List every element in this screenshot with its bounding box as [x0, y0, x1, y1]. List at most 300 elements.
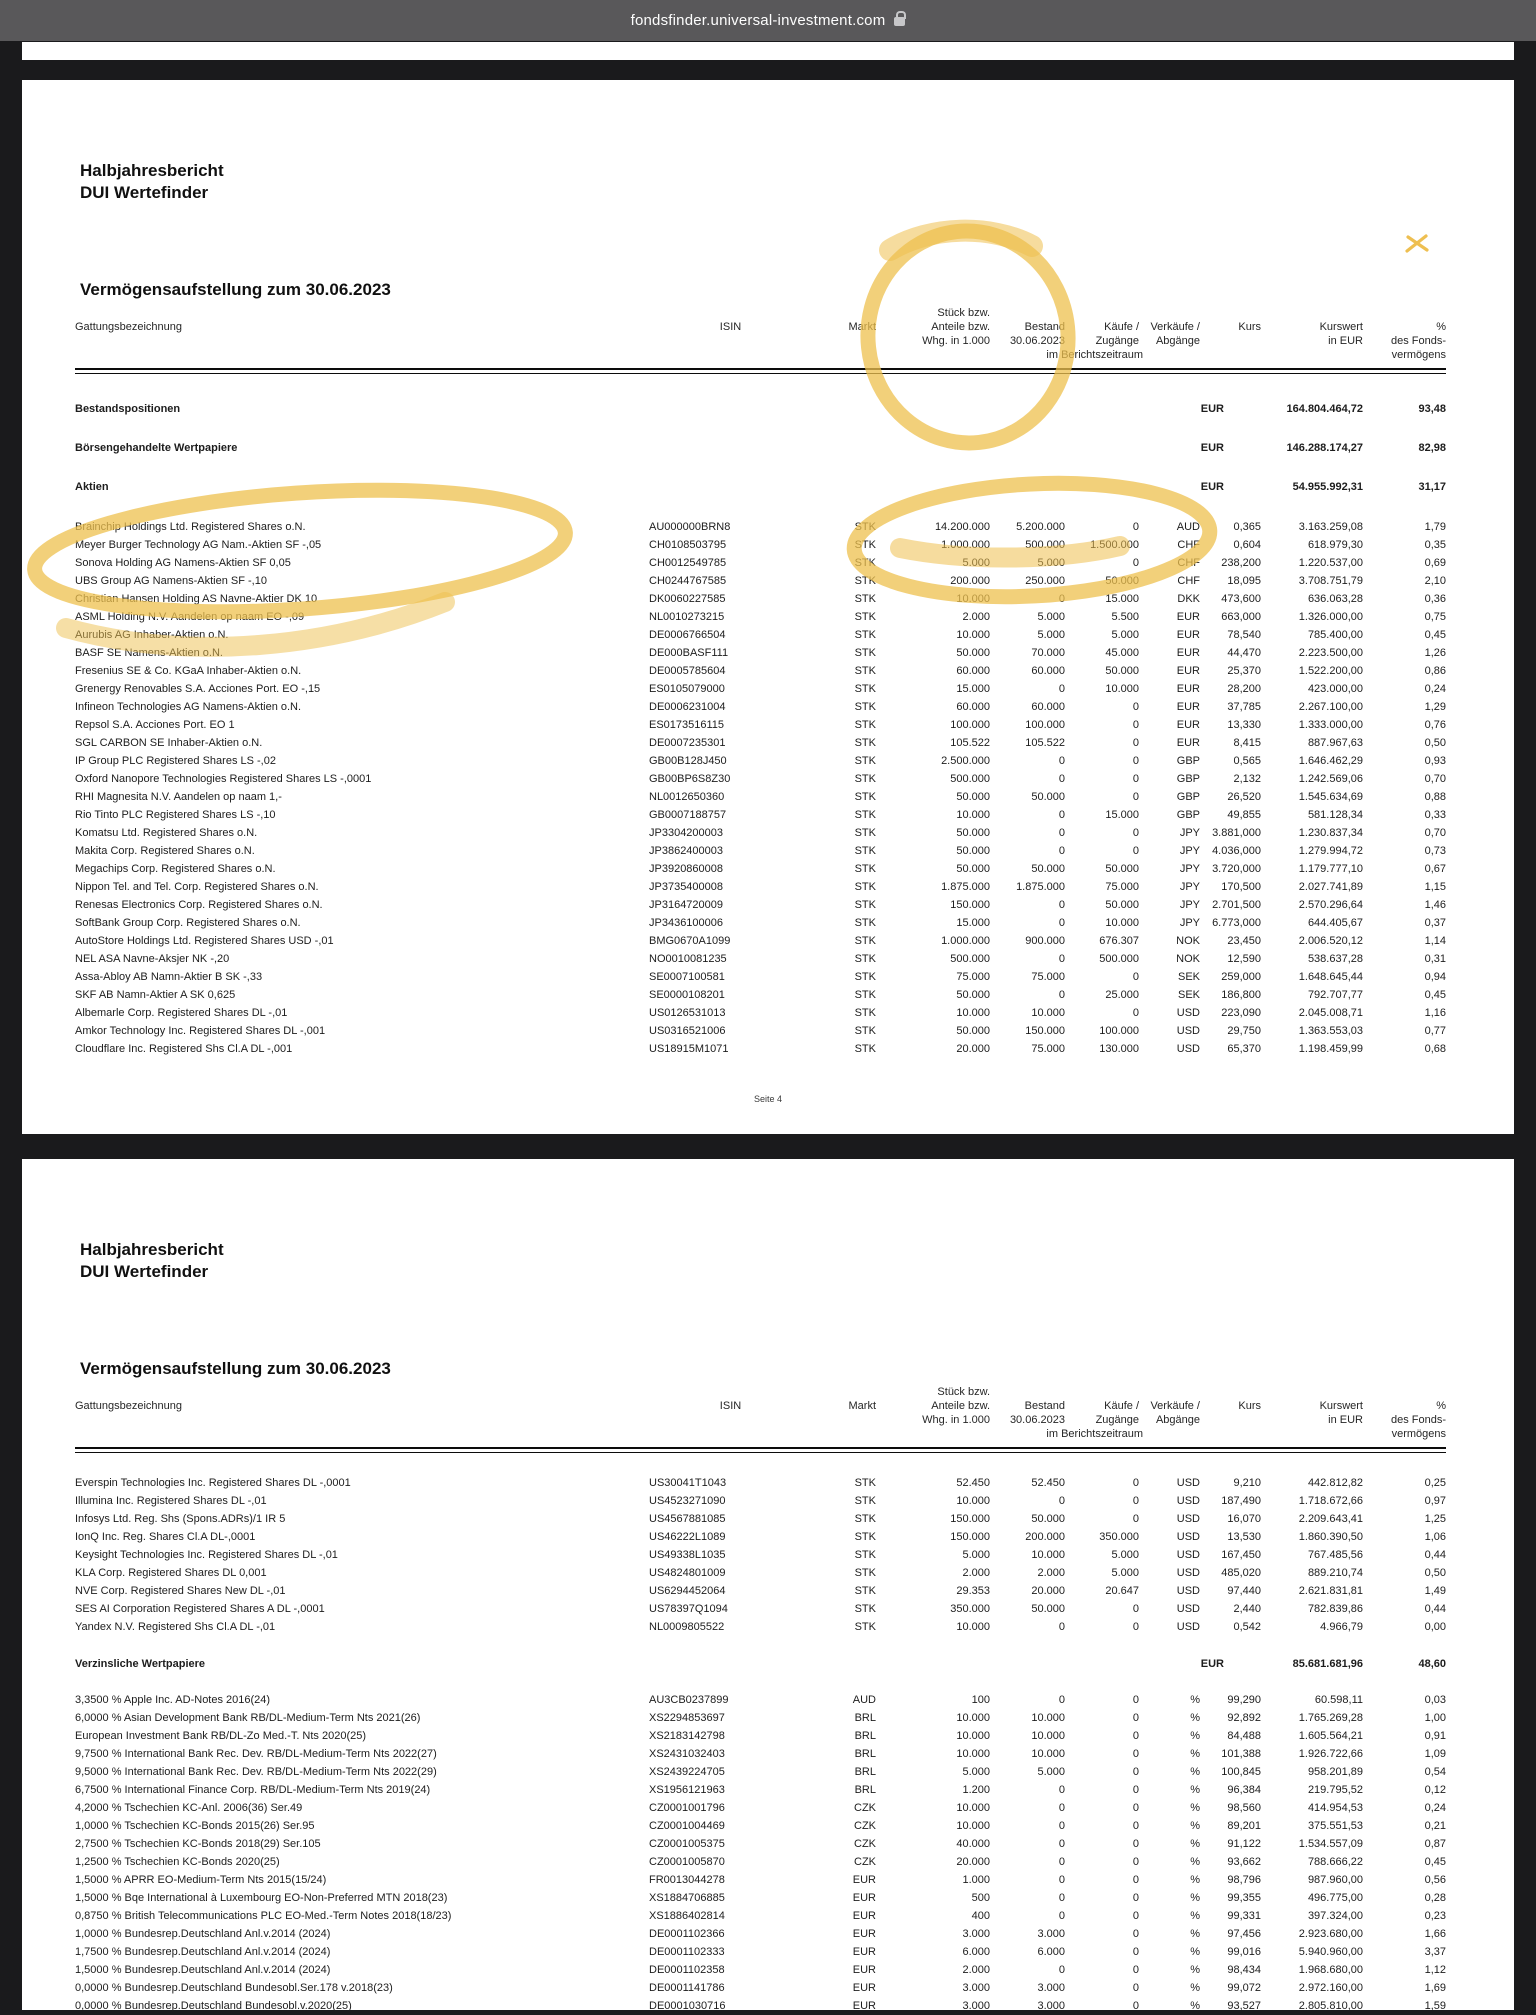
- security-row: [75, 914, 1446, 932]
- security-isin: XS2439224705: [649, 1766, 725, 1778]
- security-markt: STK: [854, 845, 876, 857]
- security-whg: %: [1190, 1694, 1200, 1706]
- security-kurs: 99,331: [1227, 1910, 1261, 1922]
- security-isin: XS2294853697: [649, 1712, 725, 1724]
- security-kurs: 89,201: [1227, 1820, 1261, 1832]
- security-kurs: 0,565: [1233, 755, 1261, 767]
- security-whg: GBP: [1176, 809, 1200, 821]
- security-markt: STK: [854, 521, 876, 533]
- section-pct: 48,60: [1418, 1658, 1446, 1670]
- security-kurs: 187,490: [1221, 1495, 1261, 1507]
- security-abgaenge: 50.000: [1105, 575, 1139, 587]
- security-zugaenge: 0: [1058, 1802, 1065, 1814]
- report-page-2: [22, 1159, 1514, 2010]
- security-row: [75, 878, 1446, 896]
- security-zugaenge: 70.000: [1031, 647, 1065, 659]
- security-name: UBS Group AG Namens-Aktien SF -,10: [75, 575, 267, 587]
- security-zugaenge: 0: [1058, 1621, 1065, 1633]
- security-isin: US0126531013: [649, 1007, 726, 1019]
- security-isin: US30041T1043: [649, 1477, 727, 1489]
- security-name: 4,2000 % Tschechien KC-Anl. 2006(36) Ser.49: [75, 1802, 303, 1814]
- security-name: 0,8750 % British Telecommunications PLC EO-Med.-Term Notes 2018(18/23): [75, 1910, 452, 1922]
- security-isin: DE000BASF111: [649, 647, 729, 659]
- security-zugaenge: 0: [1058, 683, 1065, 695]
- report-title-line2: DUI Wertefinder: [80, 183, 209, 202]
- security-abgaenge: 0: [1132, 1784, 1139, 1796]
- security-bestand: 1.000.000: [941, 935, 990, 947]
- security-row: [75, 824, 1446, 842]
- security-row: [75, 932, 1446, 950]
- security-markt: STK: [854, 593, 876, 605]
- security-name: Brainchip Holdings Ltd. Registered Shares o.N.: [75, 521, 306, 533]
- aktien-rows: [75, 518, 1446, 1058]
- section-kurswert: 54.955.992,31: [1292, 481, 1363, 493]
- security-kurs: 97,440: [1227, 1585, 1261, 1597]
- security-abgaenge: 10.000: [1105, 683, 1139, 695]
- security-kurswert: 1.968.680,00: [1298, 1964, 1363, 1976]
- col-stueck: Stück bzw. Anteile bzw. Whg. in 1.000: [922, 307, 990, 347]
- security-pct: 0,68: [1424, 1043, 1446, 1055]
- bond-row: [75, 1871, 1446, 1889]
- security-zugaenge: 250.000: [1025, 575, 1065, 587]
- section-pct: 82,98: [1418, 442, 1446, 454]
- security-zugaenge: 5.000: [1037, 557, 1065, 569]
- security-markt: STK: [854, 791, 876, 803]
- security-name: 1,5000 % APRR EO-Medium-Term Nts 2015(15/24): [75, 1874, 327, 1886]
- security-abgaenge: 0: [1132, 737, 1139, 749]
- security-kurs: 223,090: [1221, 1007, 1261, 1019]
- security-zugaenge: 105.522: [1025, 737, 1065, 749]
- security-kurs: 473,600: [1221, 593, 1261, 605]
- security-bestand: 400: [971, 1910, 990, 1922]
- security-zugaenge: 0: [1058, 1495, 1065, 1507]
- security-kurswert: 788.666,22: [1307, 1856, 1363, 1868]
- security-markt: BRL: [854, 1730, 876, 1742]
- col-gattungsbezeichnung: Gattungsbezeichnung: [75, 1400, 183, 1412]
- security-pct: 1,12: [1424, 1964, 1446, 1976]
- col-pct: % des Fonds- vermögens: [1390, 1400, 1446, 1440]
- security-row: [75, 608, 1446, 626]
- security-bestand: 2.500.000: [941, 755, 990, 767]
- security-pct: 0,77: [1424, 1025, 1446, 1037]
- url-text: fondsfinder.universal-investment.com: [630, 12, 886, 29]
- security-name: IP Group PLC Registered Shares LS -,02: [75, 755, 276, 767]
- security-abgaenge: 1.500.000: [1090, 539, 1139, 551]
- security-zugaenge: 0: [1058, 1856, 1065, 1868]
- security-whg: JPY: [1179, 863, 1200, 875]
- security-zugaenge: 3.000: [1037, 1982, 1065, 1994]
- security-abgaenge: 45.000: [1105, 647, 1139, 659]
- security-zugaenge: 20.000: [1031, 1585, 1065, 1597]
- security-kurs: 23,450: [1227, 935, 1261, 947]
- security-kurswert: 581.128,34: [1307, 809, 1363, 821]
- security-markt: EUR: [852, 1928, 876, 1940]
- security-pct: 0,88: [1424, 791, 1446, 803]
- security-name: Grenergy Renovables S.A. Acciones Port. EO -,15: [75, 683, 321, 695]
- bond-row: [75, 1763, 1446, 1781]
- security-row: [75, 1510, 1446, 1528]
- security-markt: STK: [854, 1025, 876, 1037]
- security-kurs: 3.720,000: [1212, 863, 1261, 875]
- security-isin: US0316521006: [649, 1025, 726, 1037]
- security-kurswert: 1.242.569,06: [1298, 773, 1363, 785]
- security-whg: EUR: [1176, 737, 1200, 749]
- security-markt: STK: [854, 1007, 876, 1019]
- security-kurs: 97,456: [1227, 1928, 1261, 1940]
- security-zugaenge: 0: [1058, 827, 1065, 839]
- security-bestand: 10.000: [956, 1748, 990, 1760]
- security-abgaenge: 0: [1132, 719, 1139, 731]
- security-pct: 1,46: [1424, 899, 1446, 911]
- security-abgaenge: 0: [1132, 1910, 1139, 1922]
- report-title-line1: Halbjahresbericht: [80, 1240, 224, 1259]
- security-bestand: 29.353: [956, 1585, 990, 1597]
- security-isin: XS1884706885: [649, 1892, 725, 1904]
- security-markt: STK: [854, 683, 876, 695]
- security-markt: EUR: [852, 1946, 876, 1958]
- security-kurswert: 2.223.500,00: [1298, 647, 1363, 659]
- security-whg: %: [1190, 1838, 1200, 1850]
- security-whg: USD: [1176, 1025, 1200, 1037]
- security-name: SES AI Corporation Registered Shares A DL -,0001: [75, 1603, 325, 1615]
- security-pct: 0,03: [1424, 1694, 1446, 1706]
- security-pct: 0,24: [1424, 683, 1446, 695]
- security-zugaenge: 0: [1058, 917, 1065, 929]
- bond-row: [75, 1835, 1446, 1853]
- security-kurs: 98,796: [1227, 1874, 1261, 1886]
- section-currency: EUR: [1200, 442, 1224, 454]
- security-isin: JP3735400008: [649, 881, 724, 893]
- security-isin: NL0012650360: [649, 791, 725, 803]
- security-whg: %: [1190, 1802, 1200, 1814]
- security-pct: 0,28: [1424, 1892, 1446, 1904]
- security-markt: STK: [854, 1621, 876, 1633]
- security-markt: CZK: [854, 1802, 876, 1814]
- security-abgaenge: 50.000: [1105, 899, 1139, 911]
- security-kurs: 2,132: [1233, 773, 1261, 785]
- security-zugaenge: 50.000: [1031, 791, 1065, 803]
- security-name: 1,5000 % Bqe International à Luxembourg EO-Non-Preferred MTN 2018(23): [75, 1892, 448, 1904]
- col-kurswert: Kurswert in EUR: [1319, 1400, 1363, 1426]
- security-zugaenge: 5.000: [1037, 1766, 1065, 1778]
- security-name: 1,0000 % Bundesrep.Deutschland Anl.v.2014 (2024): [75, 1928, 331, 1940]
- security-whg: AUD: [1176, 521, 1200, 533]
- security-zugaenge: 0: [1058, 1910, 1065, 1922]
- security-kurswert: 792.707,77: [1307, 989, 1363, 1001]
- security-name: RHI Magnesita N.V. Aandelen op naam 1,-: [75, 791, 282, 803]
- security-row: [75, 806, 1446, 824]
- security-whg: %: [1190, 1892, 1200, 1904]
- security-pct: 0,93: [1424, 755, 1446, 767]
- renten-rows: [75, 1691, 1446, 2015]
- security-abgaenge: 0: [1132, 1802, 1139, 1814]
- security-bestand: 60.000: [956, 701, 990, 713]
- security-zugaenge: 2.000: [1037, 1567, 1065, 1579]
- security-bestand: 500.000: [950, 953, 990, 965]
- security-isin: SE0000108201: [649, 989, 725, 1001]
- security-whg: USD: [1176, 1585, 1200, 1597]
- security-zugaenge: 0: [1058, 809, 1065, 821]
- bond-row: [75, 1997, 1446, 2015]
- security-kurs: 92,892: [1227, 1712, 1261, 1724]
- table-header: [75, 306, 1446, 362]
- section-total-row: [75, 478, 1446, 496]
- security-row: [75, 1492, 1446, 1510]
- security-name: Fresenius SE & Co. KGaA Inhaber-Aktien o.N.: [75, 665, 302, 677]
- security-pct: 0,33: [1424, 809, 1446, 821]
- security-name: Repsol S.A. Acciones Port. EO 1: [75, 719, 235, 731]
- security-kurswert: 1.718.672,66: [1298, 1495, 1363, 1507]
- security-abgaenge: 0: [1132, 1874, 1139, 1886]
- col-kaeufe: Käufe / Zugänge: [1095, 321, 1139, 347]
- security-kurs: 29,750: [1227, 1025, 1261, 1037]
- security-kurswert: 1.220.537,00: [1298, 557, 1363, 569]
- page-number: Seite 4: [753, 1094, 783, 1104]
- report-page-1: [22, 80, 1514, 1134]
- security-whg: SEK: [1177, 971, 1200, 983]
- col-kurswert: Kurswert in EUR: [1319, 321, 1363, 347]
- security-kurs: 98,560: [1227, 1802, 1261, 1814]
- security-whg: DKK: [1177, 593, 1200, 605]
- security-row: [75, 968, 1446, 986]
- col-markt: Markt: [848, 321, 876, 333]
- security-row: [75, 1528, 1446, 1546]
- security-kurswert: 1.333.000,00: [1298, 719, 1363, 731]
- security-kurswert: 60.598,11: [1314, 1694, 1363, 1706]
- security-abgaenge: 0: [1132, 1712, 1139, 1724]
- security-markt: STK: [854, 917, 876, 929]
- security-bestand: 50.000: [956, 827, 990, 839]
- security-kurs: 93,527: [1227, 2000, 1261, 2012]
- security-isin: DE0001030716: [649, 2000, 726, 2012]
- security-pct: 0,45: [1424, 629, 1446, 641]
- security-row: [75, 536, 1446, 554]
- col-gattungsbezeichnung: Gattungsbezeichnung: [75, 321, 183, 333]
- security-row: [75, 1546, 1446, 1564]
- security-bestand: 2.000: [962, 1964, 990, 1976]
- security-markt: CZK: [854, 1838, 876, 1850]
- security-isin: CH0244767585: [649, 575, 727, 587]
- security-bestand: 1.875.000: [941, 881, 990, 893]
- header-rule: [75, 1447, 1446, 1453]
- security-row: [75, 752, 1446, 770]
- security-zugaenge: 0: [1058, 773, 1065, 785]
- security-isin: FR0013044278: [649, 1874, 725, 1886]
- security-zugaenge: 900.000: [1025, 935, 1065, 947]
- col-isin: ISIN: [719, 1400, 742, 1412]
- security-zugaenge: 0: [1058, 1874, 1065, 1886]
- security-zugaenge: 60.000: [1031, 701, 1065, 713]
- security-pct: 0,45: [1424, 989, 1446, 1001]
- security-bestand: 10.000: [956, 629, 990, 641]
- security-zugaenge: 0: [1058, 845, 1065, 857]
- security-name: SKF AB Namn-Aktier A SK 0,625: [75, 989, 236, 1001]
- security-pct: 0,91: [1424, 1730, 1446, 1742]
- security-bestand: 15.000: [956, 683, 990, 695]
- security-markt: STK: [854, 953, 876, 965]
- security-pct: 0,73: [1424, 845, 1446, 857]
- security-abgaenge: 50.000: [1105, 863, 1139, 875]
- statement-title: Vermögensaufstellung zum 30.06.2023: [80, 1359, 391, 1378]
- security-markt: STK: [854, 827, 876, 839]
- security-markt: STK: [854, 881, 876, 893]
- security-markt: STK: [854, 575, 876, 587]
- security-markt: STK: [854, 1567, 876, 1579]
- security-kurswert: 219.795,52: [1307, 1784, 1363, 1796]
- security-kurs: 78,540: [1227, 629, 1261, 641]
- security-zugaenge: 5.000: [1037, 611, 1065, 623]
- security-abgaenge: 0: [1132, 701, 1139, 713]
- security-bestand: 10.000: [956, 1712, 990, 1724]
- security-pct: 3,37: [1424, 1946, 1446, 1958]
- col-bestand: Bestand 30.06.2023: [1009, 1400, 1065, 1426]
- security-abgaenge: 350.000: [1099, 1531, 1139, 1543]
- security-abgaenge: 25.000: [1105, 989, 1139, 1001]
- security-name: NEL ASA Navne-Aksjer NK -,20: [75, 953, 230, 965]
- security-name: KLA Corp. Registered Shares DL 0,001: [75, 1567, 267, 1579]
- security-kurswert: 2.267.100,00: [1298, 701, 1363, 713]
- security-abgaenge: 15.000: [1105, 809, 1139, 821]
- report-title-line2: DUI Wertefinder: [80, 1262, 209, 1281]
- section-pct: 31,17: [1418, 481, 1446, 493]
- security-whg: %: [1190, 1964, 1200, 1976]
- security-whg: %: [1190, 1874, 1200, 1886]
- security-name: Oxford Nanopore Technologies Registered Shares LS -,0001: [75, 773, 372, 785]
- security-name: Assa-Abloy AB Namn-Aktier B SK -,33: [75, 971, 263, 983]
- security-abgaenge: 10.000: [1105, 917, 1139, 929]
- security-bestand: 10.000: [956, 1802, 990, 1814]
- security-kurswert: 3.708.751,79: [1298, 575, 1363, 587]
- security-isin: JP3304200003: [649, 827, 724, 839]
- security-row: [75, 572, 1446, 590]
- security-kurswert: 2.045.008,71: [1298, 1007, 1363, 1019]
- security-bestand: 50.000: [956, 647, 990, 659]
- security-abgaenge: 0: [1132, 1820, 1139, 1832]
- security-bestand: 3.000: [962, 1928, 990, 1940]
- security-whg: USD: [1176, 1549, 1200, 1561]
- bond-row: [75, 1889, 1446, 1907]
- security-kurs: 0,365: [1233, 521, 1261, 533]
- security-zugaenge: 10.000: [1031, 1007, 1065, 1019]
- security-row: [75, 770, 1446, 788]
- security-whg: EUR: [1176, 629, 1200, 641]
- security-kurs: 2,440: [1233, 1603, 1261, 1615]
- security-kurs: 13,530: [1227, 1531, 1261, 1543]
- security-zugaenge: 0: [1058, 1838, 1065, 1850]
- security-name: Sonova Holding AG Namens-Aktien SF 0,05: [75, 557, 291, 569]
- browser-url-bar[interactable]: [0, 0, 1536, 41]
- security-isin: XS1956121963: [649, 1784, 725, 1796]
- security-name: Infosys Ltd. Reg. Shs (Spons.ADRs)/1 IR 5: [75, 1513, 286, 1525]
- security-pct: 0,56: [1424, 1874, 1446, 1886]
- security-name: Albemarle Corp. Registered Shares DL -,01: [75, 1007, 288, 1019]
- security-pct: 0,75: [1424, 611, 1446, 623]
- security-name: 1,7500 % Bundesrep.Deutschland Anl.v.2014 (2024): [75, 1946, 331, 1958]
- security-name: Keysight Technologies Inc. Registered Shares DL -,01: [75, 1549, 338, 1561]
- security-zugaenge: 500.000: [1025, 539, 1065, 551]
- security-whg: JPY: [1179, 881, 1200, 893]
- security-kurswert: 2.621.831,81: [1298, 1585, 1363, 1597]
- security-pct: 1,49: [1424, 1585, 1446, 1597]
- bond-row: [75, 1727, 1446, 1745]
- security-isin: DE0001141786: [649, 1982, 725, 1994]
- security-zugaenge: 50.000: [1031, 863, 1065, 875]
- security-markt: STK: [854, 701, 876, 713]
- security-markt: STK: [854, 1549, 876, 1561]
- security-abgaenge: 0: [1132, 1892, 1139, 1904]
- security-isin: GB0007188757: [649, 809, 727, 821]
- security-kurs: 2.701,500: [1212, 899, 1261, 911]
- security-abgaenge: 130.000: [1099, 1043, 1139, 1055]
- security-bestand: 50.000: [956, 845, 990, 857]
- security-isin: DE0006231004: [649, 701, 726, 713]
- security-bestand: 20.000: [956, 1043, 990, 1055]
- security-name: 0,0000 % Bundesrep.Deutschland Bundesobl.Ser.178 v.2018(23): [75, 1982, 393, 1994]
- security-kurs: 170,500: [1221, 881, 1261, 893]
- bond-row: [75, 1943, 1446, 1961]
- bond-row: [75, 1817, 1446, 1835]
- security-zugaenge: 10.000: [1031, 1748, 1065, 1760]
- security-bestand: 3.000: [962, 1982, 990, 1994]
- security-isin: AU3CB0237899: [649, 1694, 729, 1706]
- security-markt: STK: [854, 737, 876, 749]
- security-whg: GBP: [1176, 773, 1200, 785]
- security-abgaenge: 0: [1132, 1946, 1139, 1958]
- security-markt: STK: [854, 989, 876, 1001]
- security-isin: US4824801009: [649, 1567, 726, 1579]
- security-pct: 1,59: [1424, 2000, 1446, 2012]
- security-pct: 0,45: [1424, 1856, 1446, 1868]
- security-markt: STK: [854, 647, 876, 659]
- col-bestand: Bestand 30.06.2023: [1009, 321, 1065, 347]
- security-kurs: 8,415: [1233, 737, 1261, 749]
- security-markt: STK: [854, 557, 876, 569]
- security-whg: EUR: [1176, 701, 1200, 713]
- security-abgaenge: 500.000: [1099, 953, 1139, 965]
- security-abgaenge: 15.000: [1105, 593, 1139, 605]
- section-totals: [75, 400, 1446, 496]
- security-isin: NL0009805522: [649, 1621, 725, 1633]
- security-kurswert: 1.648.645,44: [1298, 971, 1363, 983]
- security-markt: EUR: [852, 1892, 876, 1904]
- security-isin: US4567881085: [649, 1513, 726, 1525]
- section-kurswert: 164.804.464,72: [1286, 403, 1363, 415]
- section-currency: EUR: [1200, 403, 1224, 415]
- security-bestand: 2.000: [962, 1567, 990, 1579]
- security-kurswert: 1.926.722,66: [1298, 1748, 1363, 1760]
- security-isin: DE0001102366: [649, 1928, 725, 1940]
- security-zugaenge: 0: [1058, 1820, 1065, 1832]
- security-abgaenge: 0: [1132, 2000, 1139, 2012]
- security-isin: DE0006766504: [649, 629, 726, 641]
- security-pct: 1,26: [1424, 647, 1446, 659]
- security-row: [75, 1022, 1446, 1040]
- security-abgaenge: 0: [1132, 1513, 1139, 1525]
- security-name: Megachips Corp. Registered Shares o.N.: [75, 863, 276, 875]
- security-abgaenge: 0: [1132, 845, 1139, 857]
- security-abgaenge: 5.000: [1111, 1567, 1139, 1579]
- report-title-line1: Halbjahresbericht: [80, 161, 224, 180]
- section-pct: 93,48: [1418, 403, 1446, 415]
- security-abgaenge: 5.000: [1111, 1549, 1139, 1561]
- security-pct: 0,12: [1424, 1784, 1446, 1796]
- security-pct: 0,21: [1424, 1820, 1446, 1832]
- security-markt: CZK: [854, 1856, 876, 1868]
- security-markt: STK: [854, 809, 876, 821]
- col-berichtszeitraum: im Berichtszeitraum: [1046, 349, 1143, 361]
- security-zugaenge: 200.000: [1025, 1531, 1065, 1543]
- security-isin: US6294452064: [649, 1585, 726, 1597]
